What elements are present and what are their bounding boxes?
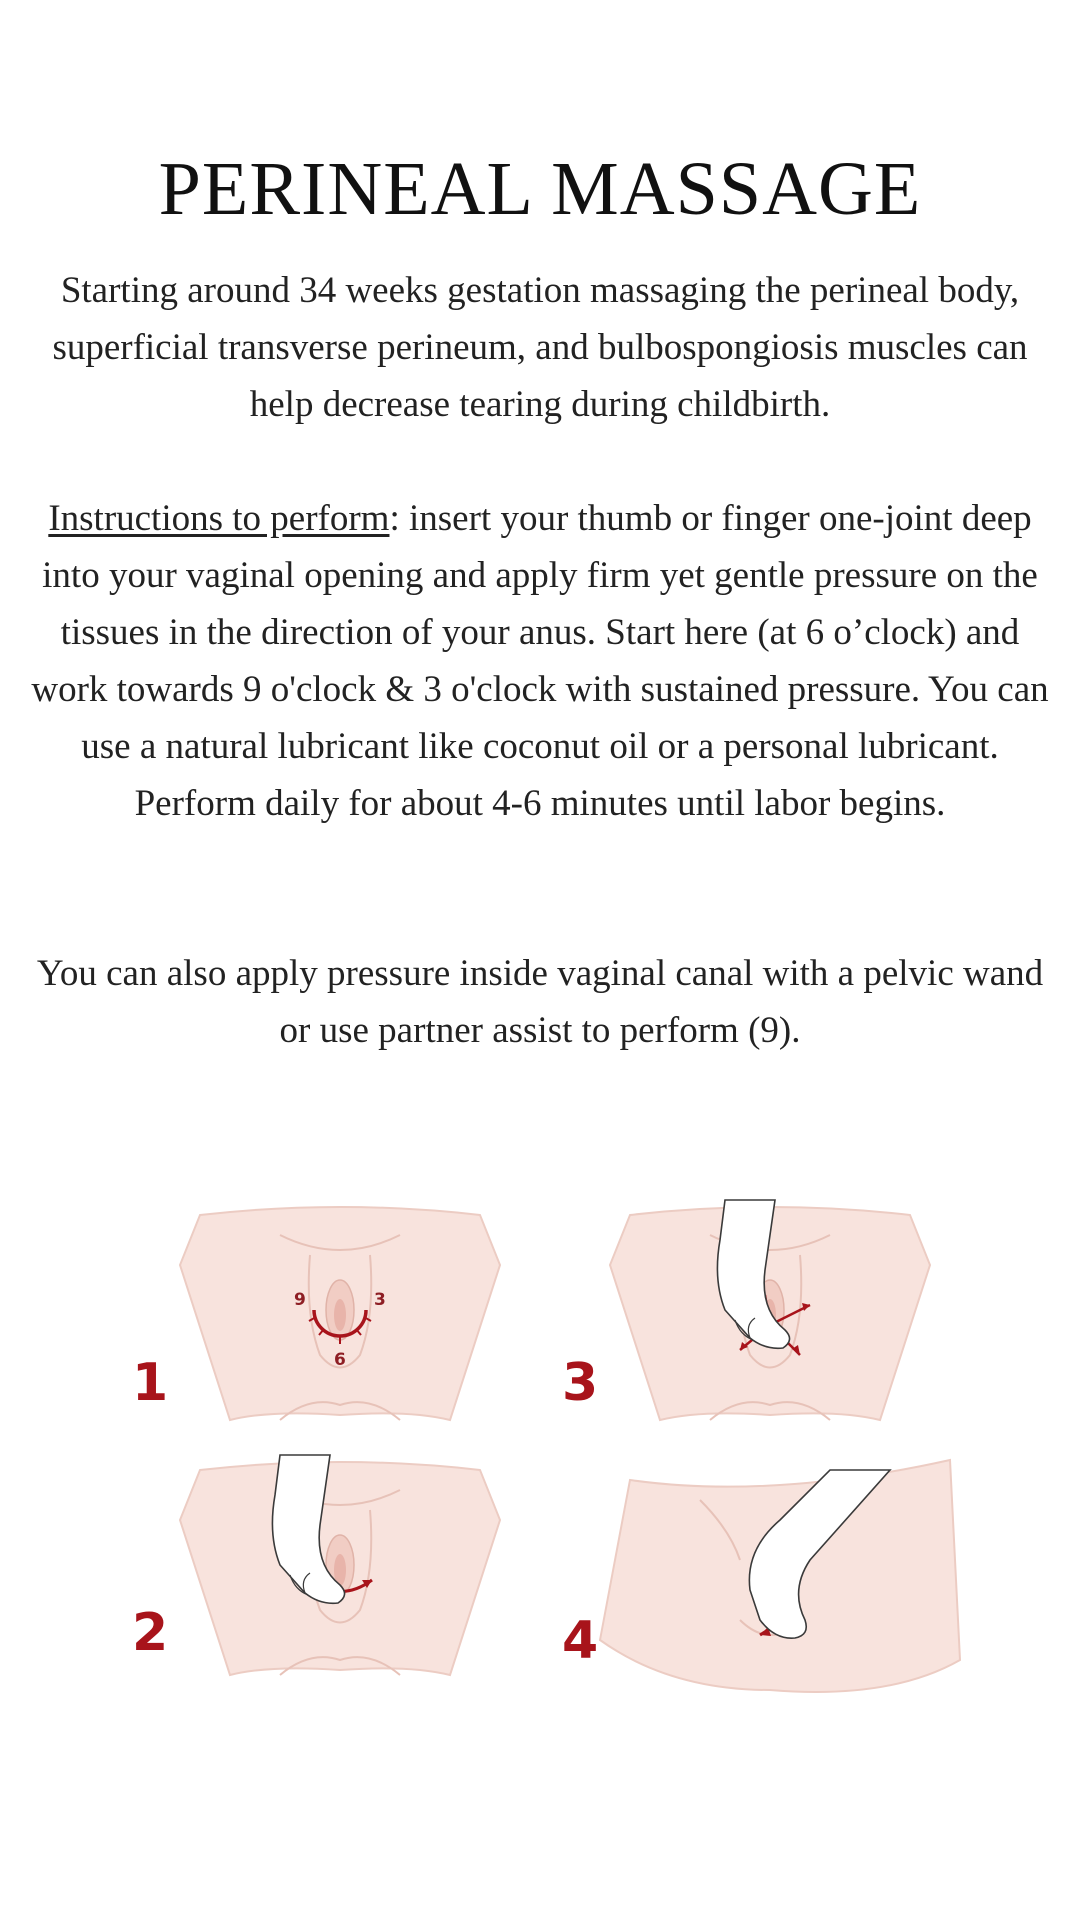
- clock-label-3: 3: [374, 1290, 386, 1310]
- instructions-paragraph: [30, 490, 1050, 832]
- clock-label-9: 9: [294, 1290, 306, 1310]
- step-number-4: 4: [562, 1611, 599, 1671]
- step-4-panel: [600, 1460, 960, 1692]
- step-number-1: 1: [132, 1353, 169, 1413]
- instructions-text: : insert your thumb or finger one-joint deep into your vaginal opening and apply firm yet gentle pressure on the tissues in the direction of your anus. Start here (at 6 o’clock) and work towards 9 o'clock & 3 o'clock with sustained pressure. You can use a natural lubricant like coconut oil or a personal lubricant. Perform daily for about 4-6 minutes until labor begins.: [31, 498, 1049, 824]
- step-number-3: 3: [562, 1353, 599, 1413]
- step-number-2: 2: [132, 1603, 169, 1663]
- step-2-panel: [180, 1455, 500, 1675]
- step-3-panel: [610, 1200, 930, 1420]
- massage-steps-illustration: [120, 1190, 980, 1710]
- extra-paragraph: You can also apply pressure inside vaginal canal with a pelvic wand or use partner assist to perform (9).: [36, 953, 1044, 1051]
- clock-label-6: 6: [334, 1350, 346, 1370]
- intro-paragraph: Starting around 34 weeks gestation massaging the perineal body, superficial transverse perineum, and bulbospongiosis muscles can help decrease tearing during childbirth.: [52, 270, 1028, 425]
- step-1-panel: [180, 1207, 500, 1420]
- instructions-label: Instructions to perform: [48, 498, 390, 539]
- page-title: PERINEAL MASSAGE: [158, 147, 922, 231]
